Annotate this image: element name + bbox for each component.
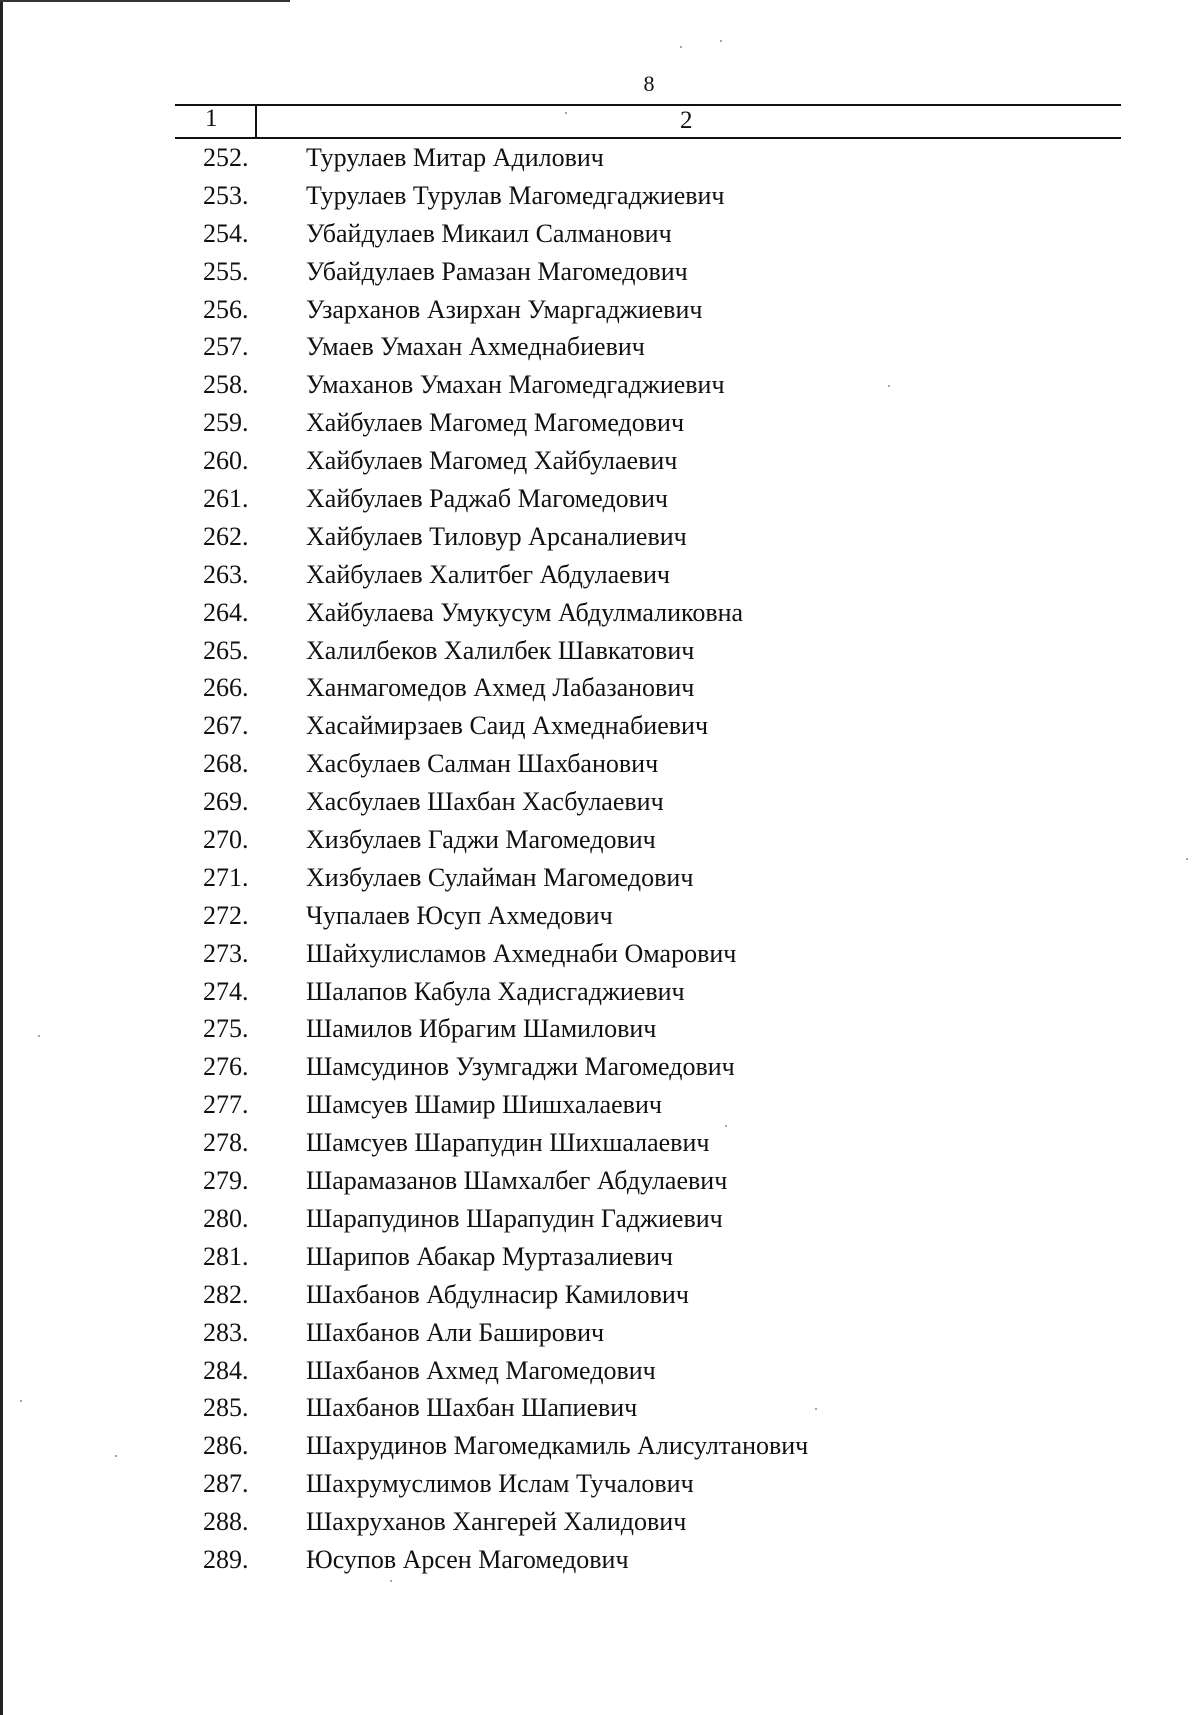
row-number: 289.	[203, 1544, 249, 1574]
row-number: 255.	[203, 256, 249, 286]
list-item	[0, 366, 1200, 404]
list-item	[0, 1276, 1200, 1314]
scan-speck	[1186, 858, 1188, 860]
person-name: Шамилов Ибрагим Шамилович	[306, 1014, 657, 1044]
list-item	[0, 480, 1200, 518]
row-number: 270.	[203, 825, 249, 855]
row-number: 254.	[203, 218, 249, 248]
list-item	[0, 669, 1200, 707]
row-number: 288.	[203, 1507, 249, 1537]
row-number: 274.	[203, 976, 249, 1006]
row-number: 280.	[203, 1203, 249, 1233]
list-item	[0, 1200, 1200, 1238]
person-name: Хайбулаев Магомед Хайбулаевич	[306, 446, 678, 476]
row-number: 271.	[203, 862, 249, 892]
list-item	[0, 859, 1200, 897]
person-name: Ханмагомедов Ахмед Лабазанович	[306, 673, 695, 703]
list-item	[0, 518, 1200, 556]
scan-speck	[725, 1125, 727, 1127]
list-item	[0, 291, 1200, 329]
person-name: Узарханов Азирхан Умаргаджиевич	[306, 294, 703, 324]
person-name: Хизбулаев Гаджи Магомедович	[306, 825, 656, 855]
row-number: 259.	[203, 408, 249, 438]
list-item	[0, 1541, 1200, 1579]
scan-speck	[38, 1035, 40, 1037]
person-name: Шамсудинов Узумгаджи Магомедович	[306, 1052, 735, 1082]
list-item	[0, 328, 1200, 366]
list-item	[0, 935, 1200, 973]
person-name: Шахбанов Абдулнасир Камилович	[306, 1279, 689, 1309]
person-name: Шарамазанов Шамхалбег Абдулаевич	[306, 1166, 728, 1196]
list-item	[0, 897, 1200, 935]
list-item	[0, 139, 1200, 177]
table-header-top-rule	[175, 104, 1121, 106]
person-name: Турулаев Турулав Магомедгаджиевич	[306, 180, 725, 210]
person-name: Хизбулаев Сулайман Магомедович	[306, 862, 694, 892]
person-name: Хасбулаев Шахбан Хасбулаевич	[306, 787, 664, 817]
list-item	[0, 1048, 1200, 1086]
row-number: 284.	[203, 1355, 249, 1385]
name-list	[0, 139, 1200, 1579]
row-number: 278.	[203, 1128, 249, 1158]
list-item	[0, 177, 1200, 215]
list-item	[0, 215, 1200, 253]
list-item	[0, 594, 1200, 632]
list-item	[0, 973, 1200, 1011]
list-item	[0, 1465, 1200, 1503]
person-name: Хайбулаев Раджаб Магомедович	[306, 484, 668, 514]
person-name: Шалапов Кабула Хадисгаджиевич	[306, 976, 685, 1006]
row-number: 260.	[203, 446, 249, 476]
row-number: 275.	[203, 1014, 249, 1044]
scan-edge-top	[0, 0, 290, 2]
person-name: Шахбанов Ахмед Магомедович	[306, 1355, 656, 1385]
row-number: 273.	[203, 938, 249, 968]
person-name: Шахрудинов Магомедкамиль Алисултанович	[306, 1431, 809, 1461]
person-name: Шайхулисламов Ахмеднаби Омарович	[306, 938, 737, 968]
list-item	[0, 442, 1200, 480]
person-name: Шарапудинов Шарапудин Гаджиевич	[306, 1203, 723, 1233]
person-name: Шамсуев Шарапудин Шихшалаевич	[306, 1128, 710, 1158]
row-number: 267.	[203, 711, 249, 741]
row-number: 285.	[203, 1393, 249, 1423]
row-number: 276.	[203, 1052, 249, 1082]
scan-speck	[815, 1408, 817, 1410]
person-name: Хайбулаев Халитбег Абдулаевич	[306, 559, 670, 589]
person-name: Хайбулаев Магомед Магомедович	[306, 408, 685, 438]
row-number: 281.	[203, 1241, 249, 1271]
row-number: 272.	[203, 900, 249, 930]
row-number: 268.	[203, 749, 249, 779]
person-name: Юсупов Арсен Магомедович	[306, 1544, 629, 1574]
list-item	[0, 1503, 1200, 1541]
person-name: Халилбеков Халилбек Шавкатович	[306, 635, 695, 665]
person-name: Хайбулаев Тиловур Арсаналиевич	[306, 521, 687, 551]
row-number: 264.	[203, 597, 249, 627]
row-number: 277.	[203, 1090, 249, 1120]
list-item	[0, 821, 1200, 859]
row-number: 256.	[203, 294, 249, 324]
row-number: 252.	[203, 143, 249, 172]
person-name: Шахруханов Хангерей Халидович	[306, 1507, 687, 1537]
person-name: Шахрумуслимов Ислам Тучалович	[306, 1469, 694, 1499]
list-item	[0, 1427, 1200, 1465]
page-number: 8	[643, 71, 655, 96]
row-number: 253.	[203, 180, 249, 210]
person-name: Умаханов Умахан Магомедгаджиевич	[306, 370, 725, 400]
row-number: 283.	[203, 1317, 249, 1347]
table-header-col-2: 2	[680, 107, 693, 134]
list-item	[0, 1124, 1200, 1162]
row-number: 258.	[203, 370, 249, 400]
row-number: 282.	[203, 1279, 249, 1309]
row-number: 287.	[203, 1469, 249, 1499]
table-header-col-1: 1	[205, 105, 218, 132]
row-number: 286.	[203, 1431, 249, 1461]
row-number: 262.	[203, 521, 249, 551]
scan-speck	[565, 112, 567, 114]
row-number: 265.	[203, 635, 249, 665]
list-item	[0, 783, 1200, 821]
person-name: Хайбулаева Умукусум Абдулмаликовна	[306, 597, 744, 627]
row-number: 261.	[203, 484, 249, 514]
list-item	[0, 1389, 1200, 1427]
scan-speck	[390, 1580, 392, 1582]
row-number: 279.	[203, 1166, 249, 1196]
list-item	[0, 1238, 1200, 1276]
scan-speck	[20, 1400, 22, 1402]
list-item	[0, 1314, 1200, 1352]
row-number: 269.	[203, 787, 249, 817]
person-name: Убайдулаев Рамазан Магомедович	[306, 256, 688, 286]
row-number: 263.	[203, 559, 249, 589]
list-item	[0, 632, 1200, 670]
person-name: Хасбулаев Салман Шахбанович	[306, 749, 659, 779]
person-name: Шамсуев Шамир Шишхалаевич	[306, 1090, 662, 1120]
row-number: 266.	[203, 673, 249, 703]
table-header-column-divider	[255, 104, 257, 137]
scan-speck	[888, 385, 890, 387]
person-name: Шахбанов Шахбан Шапиевич	[306, 1393, 638, 1423]
person-name: Турулаев Митар Адилович	[306, 143, 604, 172]
row-number: 257.	[203, 332, 249, 362]
scan-speck	[720, 40, 722, 42]
scan-speck	[680, 46, 682, 48]
list-item	[0, 707, 1200, 745]
list-item	[0, 253, 1200, 291]
person-name: Шарипов Абакар Муртазалиевич	[306, 1241, 673, 1271]
person-name: Убайдулаев Микаил Салманович	[306, 218, 672, 248]
scan-speck	[115, 1455, 117, 1457]
list-item	[0, 1010, 1200, 1048]
person-name: Чупалаев Юсуп Ахмедович	[306, 900, 613, 930]
list-item	[0, 745, 1200, 783]
list-item	[0, 556, 1200, 594]
list-item	[0, 1162, 1200, 1200]
list-item	[0, 1086, 1200, 1124]
person-name: Шахбанов Али Баширович	[306, 1317, 605, 1347]
list-item	[0, 1352, 1200, 1390]
person-name: Умаев Умахан Ахмеднабиевич	[306, 332, 645, 362]
list-item	[0, 404, 1200, 442]
person-name: Хасаймирзаев Саид Ахмеднабиевич	[306, 711, 709, 741]
